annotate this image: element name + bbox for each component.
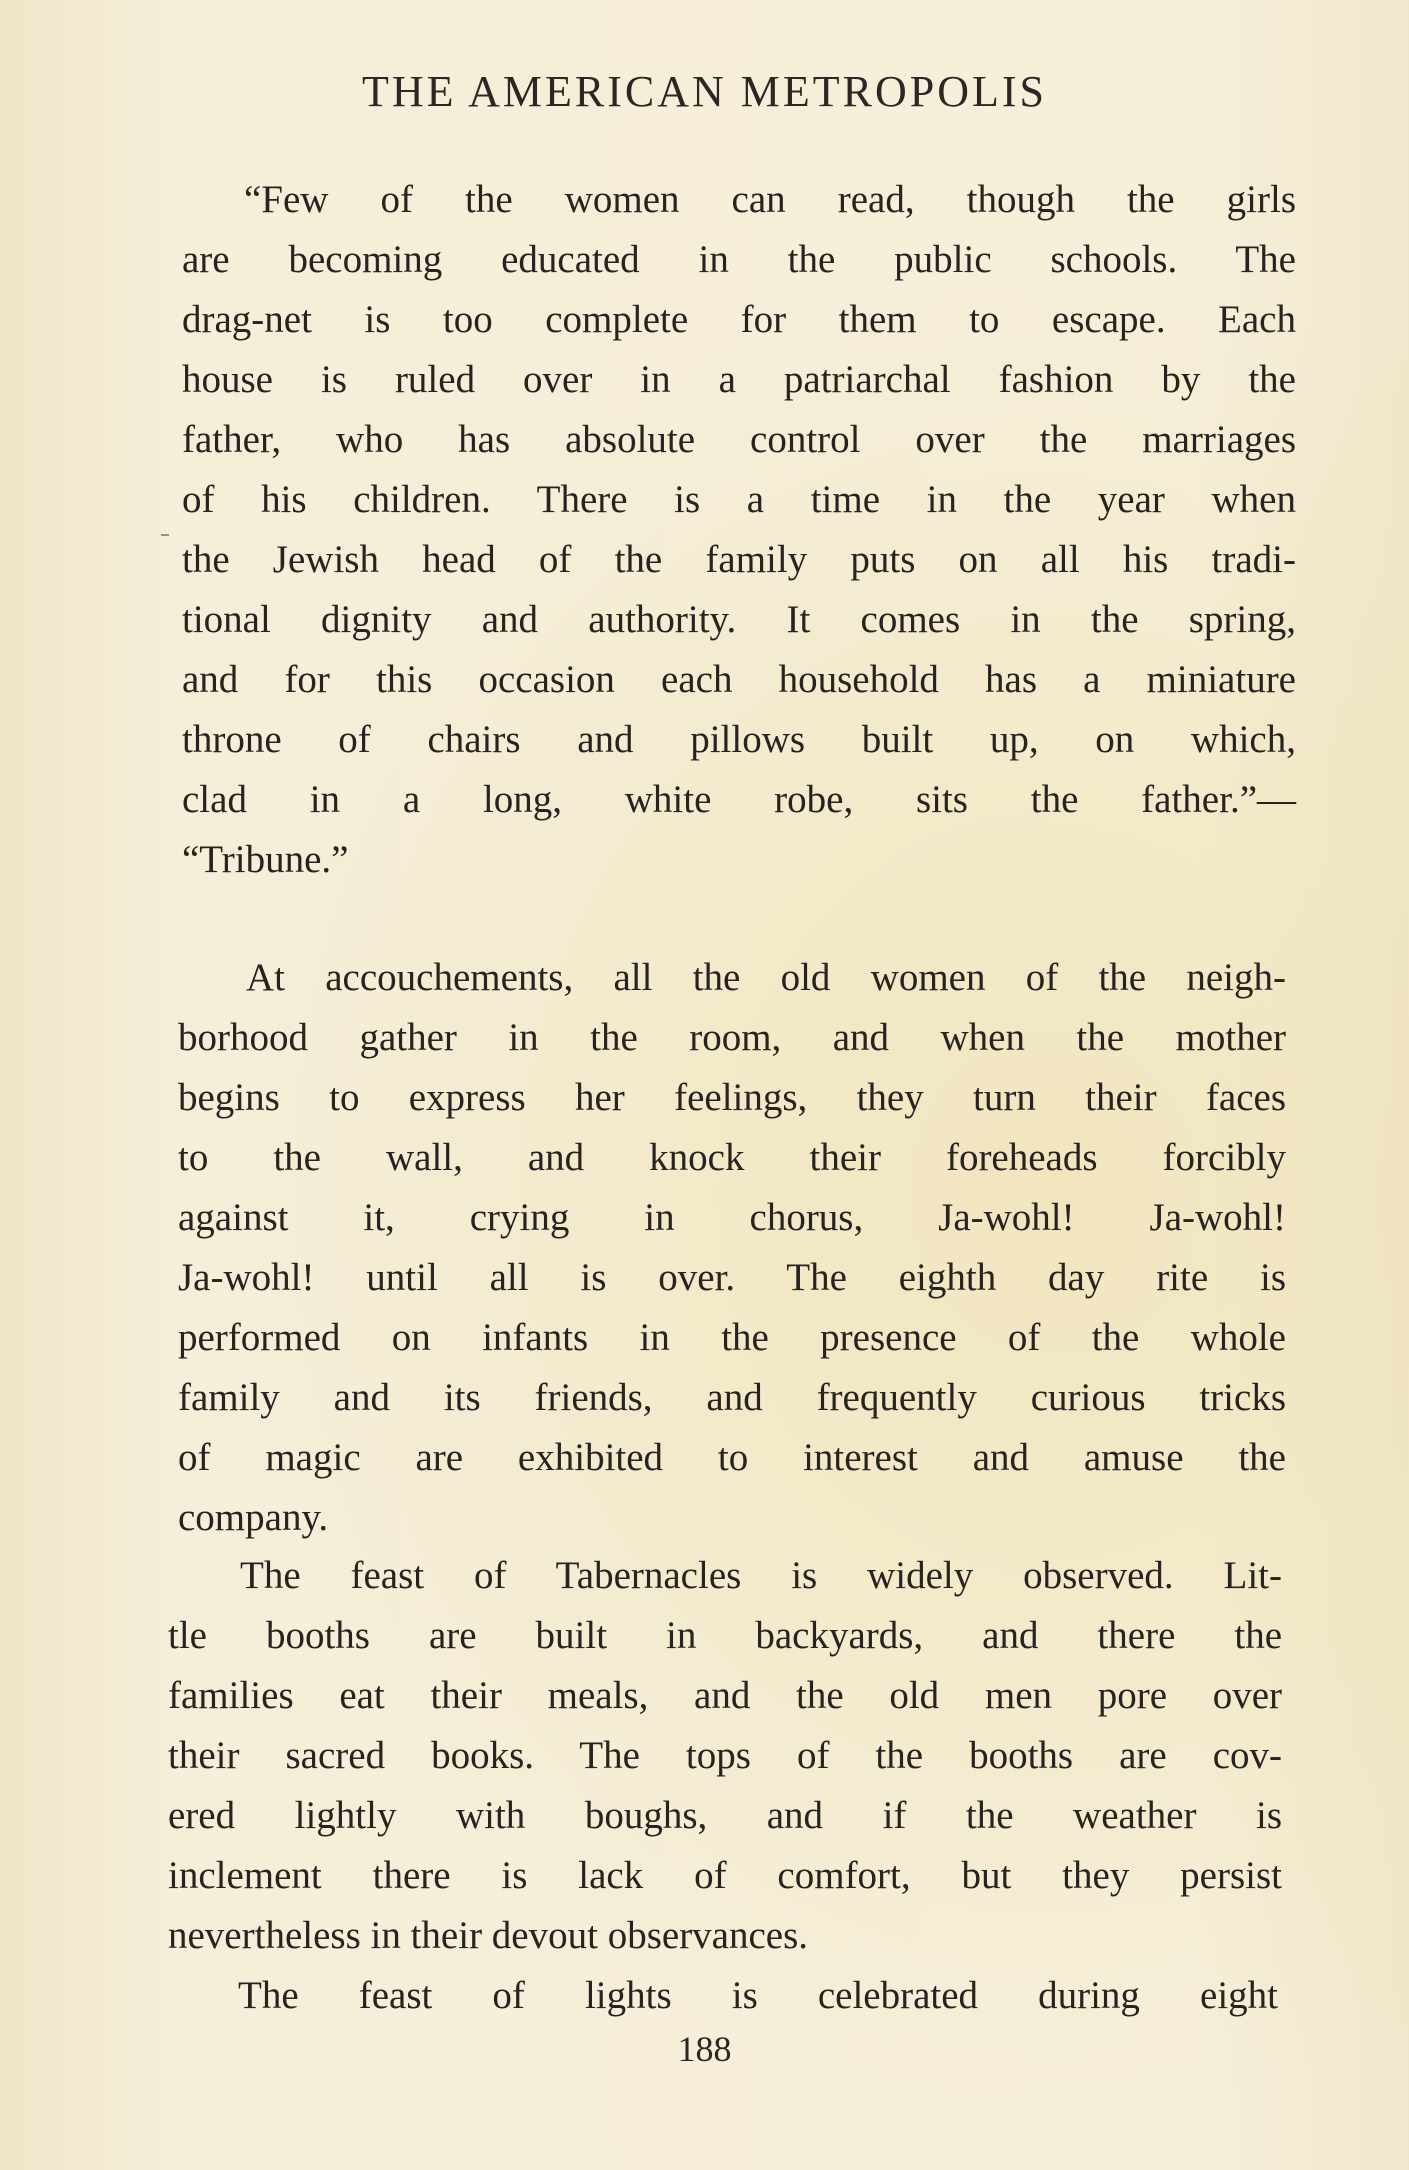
paragraph-accouchements — [178, 948, 1286, 1548]
text-line: At accouchements, all the old women of the neigh- — [246, 956, 1286, 999]
text-line: family and its friends, and frequently curious tricks — [178, 1376, 1286, 1419]
text-line: against it, crying in chorus, Ja-wohl! Ja-wohl! — [178, 1196, 1286, 1239]
paragraph-tabernacles — [168, 1546, 1282, 1966]
text-line: father, who has absolute control over the marriages — [182, 418, 1296, 461]
running-header: THE AMERICAN METROPOLIS — [361, 67, 1048, 116]
text-line: families eat their meals, and the old men pore over — [168, 1674, 1282, 1717]
text-line: “Few of the women can read, though the girls — [244, 178, 1296, 221]
text-line: inclement there is lack of comfort, but they persist — [168, 1854, 1282, 1897]
text-line: of his children. There is a time in the year when — [182, 478, 1296, 521]
text-line: drag-net is too complete for them to escape. Each — [182, 298, 1296, 341]
text-line: The feast of Tabernacles is widely observed. Lit- — [240, 1554, 1282, 1597]
text-line: are becoming educated in the public schools. The — [182, 238, 1296, 281]
text-line: tle booths are built in backyards, and there the — [168, 1614, 1282, 1657]
page-number: 188 — [677, 2029, 732, 2069]
text-line: tional dignity and authority. It comes in the spring, — [182, 598, 1296, 641]
text-line: their sacred books. The tops of the booths are cov- — [168, 1734, 1282, 1777]
text-line: The feast of lights is celebrated during eight — [238, 1974, 1278, 2017]
paragraph-lights — [168, 1966, 1278, 2026]
text-line: of magic are exhibited to interest and amuse the — [178, 1436, 1286, 1479]
text-line: company. — [178, 1496, 329, 1539]
paragraph-quote — [182, 170, 1296, 890]
text-line: performed on infants in the presence of the whole — [178, 1316, 1286, 1359]
text-line: borhood gather in the room, and when the mother — [178, 1016, 1286, 1059]
text-line: clad in a long, white robe, sits the father.”— — [182, 778, 1296, 821]
margin-mark — [161, 534, 169, 536]
text-line: Ja-wohl! until all is over. The eighth day rite is — [178, 1256, 1286, 1299]
text-line: throne of chairs and pillows built up, on which, — [182, 718, 1296, 761]
text-line: the Jewish head of the family puts on all his tradi- — [182, 538, 1296, 581]
text-line: begins to express her feelings, they turn their faces — [178, 1076, 1286, 1119]
text-line: house is ruled over in a patriarchal fashion by the — [182, 358, 1296, 401]
text-line: to the wall, and knock their foreheads forcibly — [178, 1136, 1286, 1179]
text-line: “Tribune.” — [182, 838, 349, 881]
text-line: and for this occasion each household has a miniature — [182, 658, 1296, 701]
text-line: nevertheless in their devout observances. — [168, 1914, 809, 1957]
text-line: ered lightly with boughs, and if the weather is — [168, 1794, 1282, 1837]
